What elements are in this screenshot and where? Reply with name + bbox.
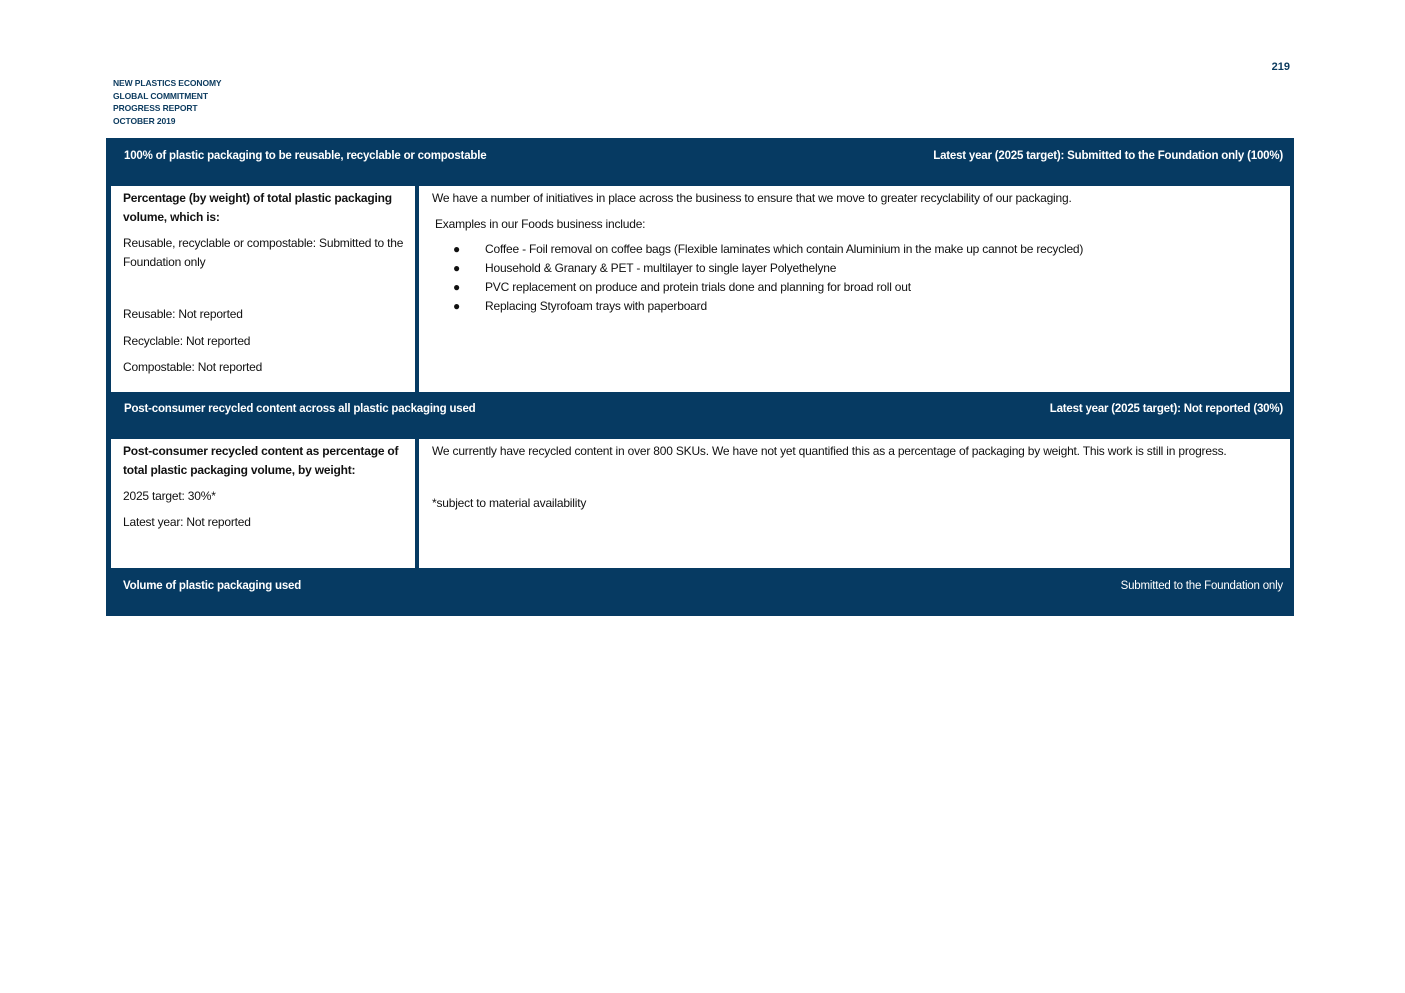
section-2-left-cell bbox=[111, 439, 415, 568]
section-1-combined-value: Reusable, recyclable or compostable: Submitted to the Foundation only bbox=[123, 236, 404, 269]
bullet-icon: ● bbox=[453, 299, 461, 313]
report-header-line-2: GLOBAL COMMITMENT bbox=[113, 90, 208, 101]
bullet-text: Household & Granary & PET - multilayer to single layer Polyethelyne bbox=[485, 261, 837, 275]
report-header-line-3: PROGRESS REPORT bbox=[113, 103, 198, 113]
section-1-left-cell bbox=[111, 186, 415, 392]
bullet-icon: ● bbox=[453, 261, 461, 275]
bullet-text: Coffee - Foil removal on coffee bags (Flexible laminates which contain Aluminium in the make up cannot be recycled) bbox=[485, 242, 1084, 256]
section-1-intro: We have a number of initiatives in place across the business to ensure that we move to greater recyclability of our packaging. bbox=[432, 191, 1072, 205]
section-2-left-heading: Post-consumer recycled content as percentage of total plastic packaging volume, by weight: bbox=[123, 444, 399, 477]
section-2-footnote: *subject to material availability bbox=[432, 496, 587, 510]
section-1-bullet-list bbox=[432, 240, 1280, 316]
section-1-left-heading: Percentage (by weight) of total plastic packaging volume, which is: bbox=[123, 191, 392, 224]
section-2-text: We currently have recycled content in over 800 SKUs. We have not yet quantified this as a percentage of packaging by weight. This work is still in progress. bbox=[432, 444, 1227, 458]
page-number: 219 bbox=[1271, 61, 1290, 73]
section-2-title: Post-consumer recycled content across all plastic packaging used bbox=[124, 403, 476, 415]
section-1-status: Latest year (2025 target): Submitted to the Foundation only (100%) bbox=[933, 150, 1283, 162]
report-header-line-4: OCTOBER 2019 bbox=[113, 115, 176, 126]
section-2-latest-value: Latest year: Not reported bbox=[123, 515, 251, 529]
section-1-recyclable-value: Recyclable: Not reported bbox=[123, 334, 251, 348]
section-1-compostable-value: Compostable: Not reported bbox=[123, 360, 263, 374]
bullet-text: Replacing Styrofoam trays with paperboard bbox=[485, 299, 707, 313]
bullet-icon: ● bbox=[453, 242, 461, 256]
section-1-title: 100% of plastic packaging to be reusable, recyclable or compostable bbox=[124, 150, 487, 162]
section-1-examples-heading: Examples in our Foods business include: bbox=[435, 217, 646, 231]
section-1-reusable-value: Reusable: Not reported bbox=[123, 307, 243, 321]
bullet-icon: ● bbox=[453, 280, 461, 294]
list-item bbox=[432, 259, 1280, 278]
section-3-status: Submitted to the Foundation only bbox=[1120, 580, 1283, 592]
section-2-target-value: 2025 target: 30%* bbox=[123, 489, 216, 503]
commitment-panel bbox=[106, 138, 1294, 616]
section-2-right-cell bbox=[419, 439, 1290, 568]
report-header-line-1: NEW PLASTICS ECONOMY bbox=[113, 78, 222, 88]
bullet-text: PVC replacement on produce and protein trials done and planning for broad roll out bbox=[485, 280, 911, 294]
report-header bbox=[113, 77, 222, 127]
list-item bbox=[432, 297, 1280, 316]
section-3-title: Volume of plastic packaging used bbox=[123, 580, 302, 592]
section-2-status: Latest year (2025 target): Not reported (30%) bbox=[1049, 403, 1283, 415]
list-item bbox=[432, 240, 1280, 259]
section-1-right-cell bbox=[419, 186, 1290, 392]
list-item bbox=[432, 278, 1280, 297]
